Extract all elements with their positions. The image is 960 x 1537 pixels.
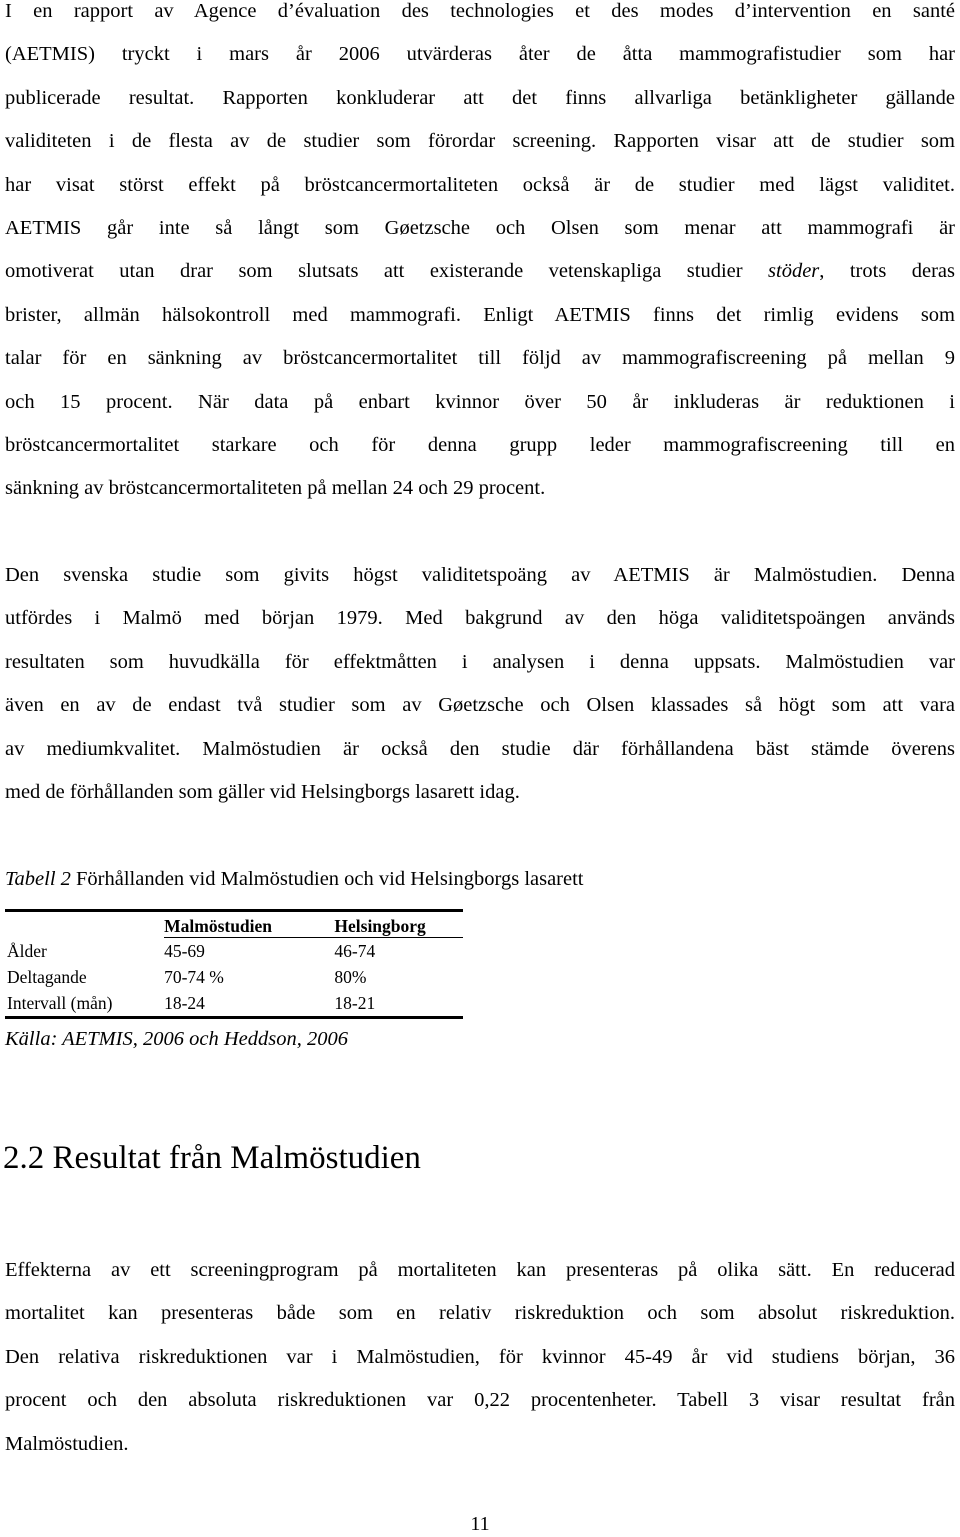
text-line: talar för en sänkning av bröstcancermortalitet till följd av mammografiscreening på mellan 9 [5, 347, 955, 370]
comparison-table [5, 909, 463, 1019]
table-cell: 45-69 [164, 941, 205, 961]
column-header: Malmöstudien [164, 911, 334, 938]
text-line: brister, allmän hälsokontroll med mammografi. Enligt AETMIS finns det rimlig evidens som [5, 303, 955, 326]
text-line: och 15 procent. När data på enbart kvinnor över 50 år inkluderas är reduktionen i [5, 390, 955, 413]
table-caption-text: Förhållanden vid Malmöstudien och vid Helsingborgs lasarett [70, 868, 584, 890]
text-line: har visat störst effekt på bröstcancermortaliteten också är de studier med lägst validitet. [5, 173, 955, 196]
table-row [5, 990, 463, 1018]
text-line: Malmöstudien. [5, 1432, 129, 1455]
table-cell: 18-24 [164, 990, 334, 1018]
column-header [5, 911, 164, 938]
data-table [5, 909, 463, 1019]
table-row [5, 938, 463, 965]
text-line: procent och den absoluta riskreduktionen var 0,22 procentenheter. Tabell 3 visar resultat från [5, 1389, 955, 1412]
paragraph-malmo-study [5, 554, 955, 814]
text-line: (AETMIS) tryckt i mars år 2006 utvärderas åter de åtta mammografistudier som har [5, 43, 955, 66]
text-line: av mediumkvalitet. Malmöstudien är också den studie där förhållandena bäst stämde överens [5, 737, 955, 760]
table-header-row [5, 911, 463, 938]
text-line: publicerade resultat. Rapporten konkluderar att det finns allvarliga betänkligheter gällande [5, 86, 955, 109]
text-line: med de förhållanden som gäller vid Helsingborgs lasarett idag. [5, 781, 520, 804]
text-line: validiteten i de flesta av de studier som förordar screening. Rapporten visar att de studier som [5, 130, 955, 153]
text-line: resultaten som huvudkälla för effektmåtten i analysen i denna uppsats. Malmöstudien var [5, 650, 955, 673]
page-number: 11 [470, 1513, 490, 1535]
text-line: sänkning av bröstcancermortaliteten på mellan 24 och 29 procent. [5, 477, 546, 500]
table-cell: Intervall (mån) [5, 990, 164, 1018]
paragraph-aetmis-report [5, 0, 955, 511]
text-line [5, 250, 955, 293]
table-cell: Deltagande [7, 967, 87, 987]
text-line: Den svenska studie som givits högst validitetspoäng av AETMIS är Malmöstudien. Denna [5, 564, 955, 586]
text-line: AETMIS går inte så långt som Gøetzsche och Olsen som menar att mammografi är [5, 217, 955, 240]
paragraph-results [5, 1249, 955, 1466]
table-cell: 70-74 % [164, 967, 224, 987]
text-line: även en av de endast två studier som av Gøetzsche och Olsen klassades så högt som att vara [5, 694, 955, 717]
table-source: Källa: AETMIS, 2006 och Heddson, 2006 [5, 1028, 348, 1050]
text-line: mortalitet kan presenteras både som en relativ riskreduktion och som absolut riskreduktion. [5, 1302, 955, 1325]
text-line: bröstcancermortalitet starkare och för denna grupp leder mammografiscreening till en [5, 434, 955, 457]
section-heading: 2.2 Resultat från Malmöstudien [3, 1140, 421, 1176]
table-cell: 18-21 [334, 990, 463, 1018]
table-row [5, 964, 463, 990]
table-caption [5, 864, 584, 894]
italic-word: stöder [768, 260, 820, 283]
text-line: I en rapport av Agence d’évaluation des technologies et des modes d’intervention en santé [5, 0, 955, 22]
text-line: Den relativa riskreduktionen var i Malmöstudien, för kvinnor 45-49 år vid studiens början, 36 [5, 1345, 955, 1368]
table-cell: 80% [334, 967, 367, 987]
table-caption-label: Tabell 2 [5, 868, 71, 890]
text-line: Effekterna av ett screeningprogram på mortaliteten kan presenteras på olika sätt. En reducerad [5, 1259, 955, 1281]
table-cell: 46-74 [334, 941, 376, 961]
column-header: Helsingborg [334, 911, 463, 938]
text-segment: , trots deras [819, 260, 956, 283]
table-cell: Ålder [7, 940, 47, 961]
text-line: utfördes i Malmö med början 1979. Med bakgrund av den höga validitetspoängen används [5, 607, 955, 630]
text-segment: omotiverat utan drar som slutsats att existerande vetenskapliga studier [5, 260, 769, 283]
